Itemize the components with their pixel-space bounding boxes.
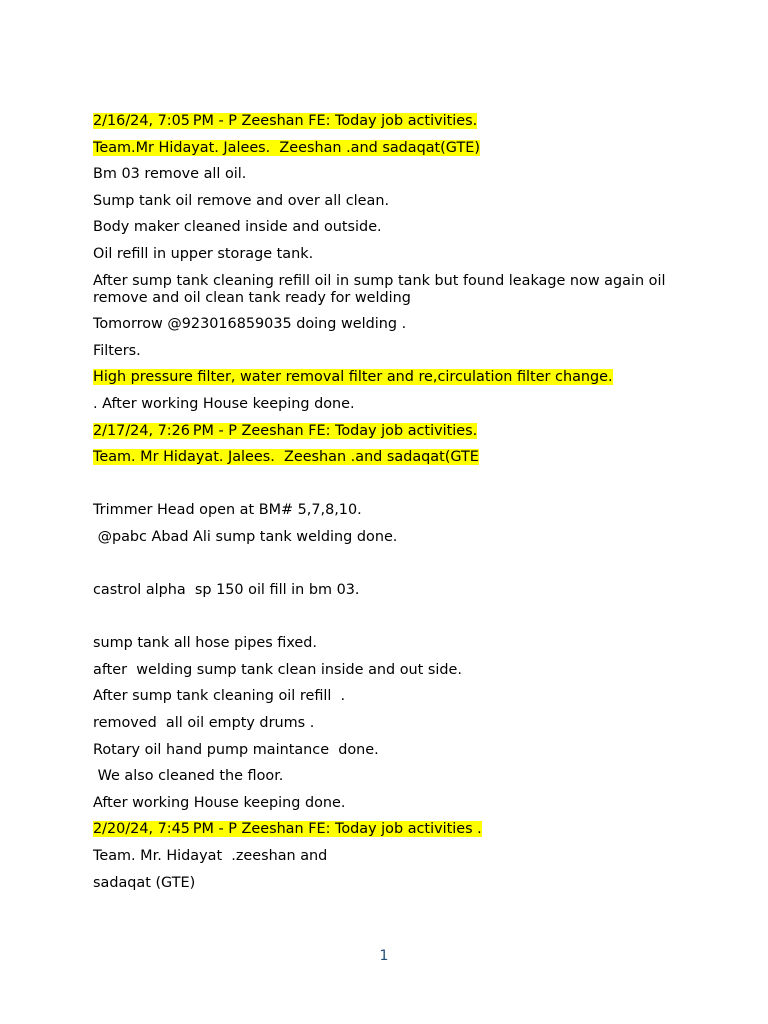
document-body: [93, 113, 693, 901]
text-line: Team. Mr. Hidayat .zeeshan and: [93, 848, 328, 865]
highlighted-text: 2/20/24, 7:45 PM - P Zeeshan FE: Today job activities .: [93, 821, 482, 838]
blank-line: [93, 609, 693, 636]
text-line: Trimmer Head open at BM# 5,7,8,10.: [93, 502, 362, 519]
text-line: Tomorrow @923016859035 doing welding .: [93, 316, 407, 333]
page-number: 1: [379, 948, 389, 964]
blank-line: [93, 476, 693, 503]
highlighted-text: High pressure filter, water removal filter and re,circulation filter change.: [93, 369, 613, 386]
text-line: Rotary oil hand pump maintance done.: [93, 741, 379, 758]
text-line: sadaqat (GTE): [93, 874, 196, 891]
text-line: [93, 369, 693, 396]
text-line: We also cleaned the floor.: [93, 768, 284, 785]
blank-line: [93, 556, 693, 583]
text-line: After sump tank cleaning oil refill .: [93, 688, 346, 705]
text-line: Sump tank oil remove and over all clean.: [93, 192, 390, 209]
text-line: Body maker cleaned inside and outside.: [93, 219, 382, 236]
text-line: [93, 821, 693, 848]
text-line: after welding sump tank clean inside and out side.: [93, 661, 462, 678]
text-line: After sump tank cleaning refill oil in sump tank but found leakage now again oil remove and oil clean tank ready for welding: [93, 272, 671, 306]
text-line: [93, 423, 693, 450]
text-line: . After working House keeping done.: [93, 395, 355, 412]
text-line: Oil refill in upper storage tank.: [93, 245, 314, 262]
highlighted-text: Team.Mr Hidayat. Jalees. Zeeshan .and sadaqat(GTE): [93, 139, 480, 156]
text-line: castrol alpha sp 150 oil fill in bm 03.: [93, 582, 360, 599]
highlighted-text: 2/17/24, 7:26 PM - P Zeeshan FE: Today job activities.: [93, 422, 478, 439]
text-line: Bm 03 remove all oil.: [93, 166, 247, 183]
text-line: [93, 113, 693, 140]
text-line: After working House keeping done.: [93, 794, 346, 811]
text-line: removed all oil empty drums .: [93, 715, 315, 732]
text-line: @pabc Abad Ali sump tank welding done.: [93, 528, 398, 545]
highlighted-text: Team. Mr Hidayat. Jalees. Zeeshan .and sadaqat(GTE: [93, 449, 479, 466]
text-line: [93, 449, 693, 476]
text-line: Filters.: [93, 342, 141, 359]
text-line: sump tank all hose pipes fixed.: [93, 635, 317, 652]
text-line: [93, 140, 693, 167]
highlighted-text: 2/16/24, 7:05 PM - P Zeeshan FE: Today job activities.: [93, 113, 478, 129]
